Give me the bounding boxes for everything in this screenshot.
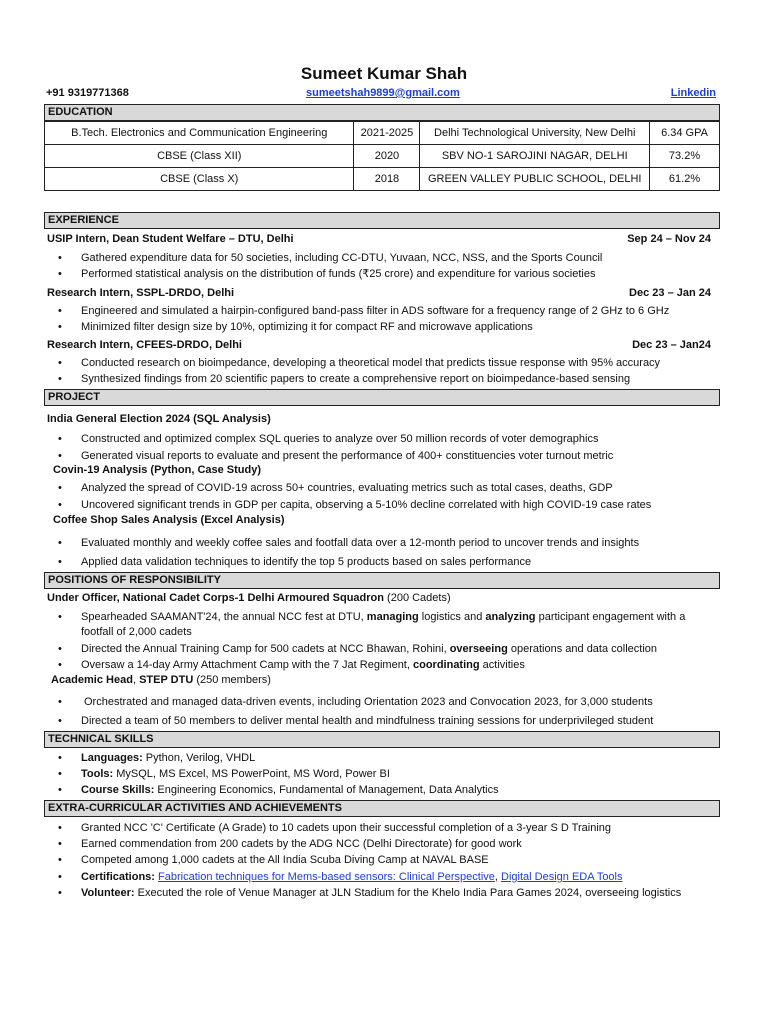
experience-heading: EXPERIENCE bbox=[44, 212, 720, 229]
project-heading: PROJECT bbox=[44, 389, 720, 406]
experience-entry bbox=[47, 339, 715, 354]
position-entry: Under Officer, National Cadet Corps-1 Delhi Armoured Squadron (200 Cadets) bbox=[47, 592, 451, 604]
project-entry bbox=[47, 413, 715, 428]
table-row bbox=[45, 168, 720, 191]
experience-entry bbox=[47, 233, 715, 248]
table-row bbox=[45, 122, 720, 145]
project-entry bbox=[53, 464, 721, 479]
certification-link-mems[interactable]: Fabrication techniques for Mems-based sensors: Clinical Perspective bbox=[158, 871, 495, 883]
year-cell: 2021-2025 bbox=[354, 122, 420, 145]
project-name: Covin-19 Analysis (Python, Case Study) bbox=[53, 464, 262, 476]
extracurricular-heading: EXTRA-CURRICULAR ACTIVITIES AND ACHIEVEMENTS bbox=[44, 800, 720, 817]
degree-cell: CBSE (Class X) bbox=[45, 168, 354, 191]
contact-row bbox=[46, 87, 722, 101]
linkedin-link[interactable]: Linkedin bbox=[670, 87, 716, 99]
role-title: USIP Intern, Dean Student Welfare – DTU, Delhi bbox=[47, 233, 294, 245]
resume-page: Sumeet Kumar Shah +91 9319771368 sumeetshah9899@gmail.com Linkedin EDUCATION B.Tech. Electronics and Communication Engineering 2021-2025 Delhi Technological University, New Delhi 6.34 GPA CBSE (Class XII) 2020 SBV NO-1 SAROJINI NAGAR, DELHI 73.2% CBSE (Class X) 2018 GREEN VALLEY PUBLIC SCHOOL, DELHI 61.2% EXPERIENCE USIP Intern, Dean Student Welfare – DTU, Delhi Sep 24 – Nov 24 • Gathered expenditure data for 50 societies, including CC-DTU, Yuvaan, NCC, NSS, and the Sports Council • Performed statistical analysis on the distribution of funds (₹25 crore) and expenditure for various societies Research Intern, SSPL-DRDO, Delhi Dec 23 – Jan 24 • Engineered and simulated a hairpin-configured band-pass filter in ADS software for a frequency range of 2 GHz to 6 GHz • Minimized filter design size by 10%, optimizing it for compact RF and microwave applications Research Intern, CFEES-DRDO, Delhi Dec 23 – Jan24 • Conducted research on bioimpedance, developing a theoretical model that predicts tissue response with 95% accuracy • Synthesized findings from 20 scientific papers to create a comprehensive report on bioimpedance-based sensing PROJECT India General Election 2024 (SQL Analysis) • Constructed and optimized complex SQL queries to analyze over 50 million records of voter demographics • Generated visual reports to evaluate and present the performance of 400+ constituencies voter turnout metric Covin-19 Analysis (Python, Case Study) • Analyzed the spread of COVID-19 across 50+ countries, evaluating metrics such as total cases, deaths, GDP • Uncovered significant trends in GDP per capita, observing a 5-10% decline correlated with high COVID-19 case rates Coffee Shop Sales Analysis (Excel Analysis) • Evaluated monthly and weekly coffee sales and footfall data over a 12-month period to uncover trends and insights • Applied data validation techniques to identify the top 5 products based on sales performance POSITIONS OF RESPONSIBILITY Under Officer, National Cadet Corps-1 Delhi Armoured Squadron (200 Cadets) • Spearheaded SAAMANT'24, the annual NCC fest at DTU, managing logistics and analyzing participant engagement with a footfall of 2,000 cadets • Directed the Annual Training Camp for 500 cadets at NCC Bhawan, Rohini, overseeing operations and data collection • Oversaw a 14-day Army Attachment Camp with the 7 Jat Regiment, coordinating activities Academic Head, STEP DTU (250 members) • Orchestrated and managed data-driven events, including Orientation 2023 and Convocation 2023, for 3,000 students • Directed a team of 50 members to deliver mental health and mindfulness training sessions for underprivileged student TECHNICAL SKILLS • Languages: Python, Verilog, VHDL • Tools: MySQL, MS Excel, MS PowerPoint, MS Word, Power BI • Course Skills: Engineering Economics, Fundamental of Management, Data Analytics EXTRA-CURRICULAR ACTIVITIES AND ACHIEVEMENTS • Granted NCC 'C' Certificate (A Grade) to 10 cadets upon their successful completion of a 3-year S D Training • Earned commendation from 200 cadets by the ADG NCC (Delhi Directorate) for good work • Competed among 1,000 cadets at the All India Scuba Diving Camp at NAVAL BASE • Certifications: Fabrication techniques for Mems-based sensors: Clinical Perspective, Digital Design EDA Tools • Volunteer: Executed the role of Venue Manager at JLN Stadium for the Khelo India Para Games 2024, overseeing logistics bbox=[0, 0, 768, 1024]
score-cell: 73.2% bbox=[650, 145, 720, 168]
degree-cell: CBSE (Class XII) bbox=[45, 145, 354, 168]
date-range: Dec 23 – Jan 24 bbox=[629, 287, 711, 299]
position-title: Academic Head bbox=[51, 674, 133, 686]
certification-link-eda[interactable]: Digital Design EDA Tools bbox=[501, 871, 623, 883]
project-name: India General Election 2024 (SQL Analysis) bbox=[47, 413, 271, 425]
table-row bbox=[45, 145, 720, 168]
education-heading: EDUCATION bbox=[44, 104, 720, 121]
positions-heading: POSITIONS OF RESPONSIBILITY bbox=[44, 572, 720, 589]
score-cell: 6.34 GPA bbox=[650, 122, 720, 145]
email-link[interactable]: sumeetshah9899@gmail.com bbox=[306, 87, 460, 99]
date-range: Dec 23 – Jan24 bbox=[632, 339, 711, 351]
list-item: • Spearheaded SAAMANT'24, the annual NCC fest at DTU, managing logistics and analyzing participant engagement with a footfall of 2,000 cadets bbox=[58, 611, 686, 638]
institution-cell: Delhi Technological University, New Delhi bbox=[420, 122, 650, 145]
project-entry bbox=[53, 514, 721, 529]
phone-number: +91 9319771368 bbox=[46, 87, 129, 99]
score-cell: 61.2% bbox=[650, 168, 720, 191]
year-cell: 2020 bbox=[354, 145, 420, 168]
institution-cell: SBV NO-1 SAROJINI NAGAR, DELHI bbox=[420, 145, 650, 168]
education-table bbox=[44, 121, 720, 191]
institution-cell: GREEN VALLEY PUBLIC SCHOOL, DELHI bbox=[420, 168, 650, 191]
candidate-name: Sumeet Kumar Shah bbox=[300, 64, 468, 83]
role-title: Research Intern, SSPL-DRDO, Delhi bbox=[47, 287, 235, 299]
position-title: Under Officer, National Cadet Corps-1 Delhi Armoured Squadron bbox=[47, 592, 384, 604]
project-name: Coffee Shop Sales Analysis (Excel Analysis) bbox=[53, 514, 285, 526]
role-title: Research Intern, CFEES-DRDO, Delhi bbox=[47, 339, 242, 351]
year-cell: 2018 bbox=[354, 168, 420, 191]
skills-heading: TECHNICAL SKILLS bbox=[44, 731, 720, 748]
degree-cell: B.Tech. Electronics and Communication Engineering bbox=[45, 122, 354, 145]
date-range: Sep 24 – Nov 24 bbox=[627, 233, 711, 245]
experience-entry bbox=[47, 287, 715, 302]
position-entry: Academic Head, STEP DTU (250 members) bbox=[51, 674, 271, 686]
